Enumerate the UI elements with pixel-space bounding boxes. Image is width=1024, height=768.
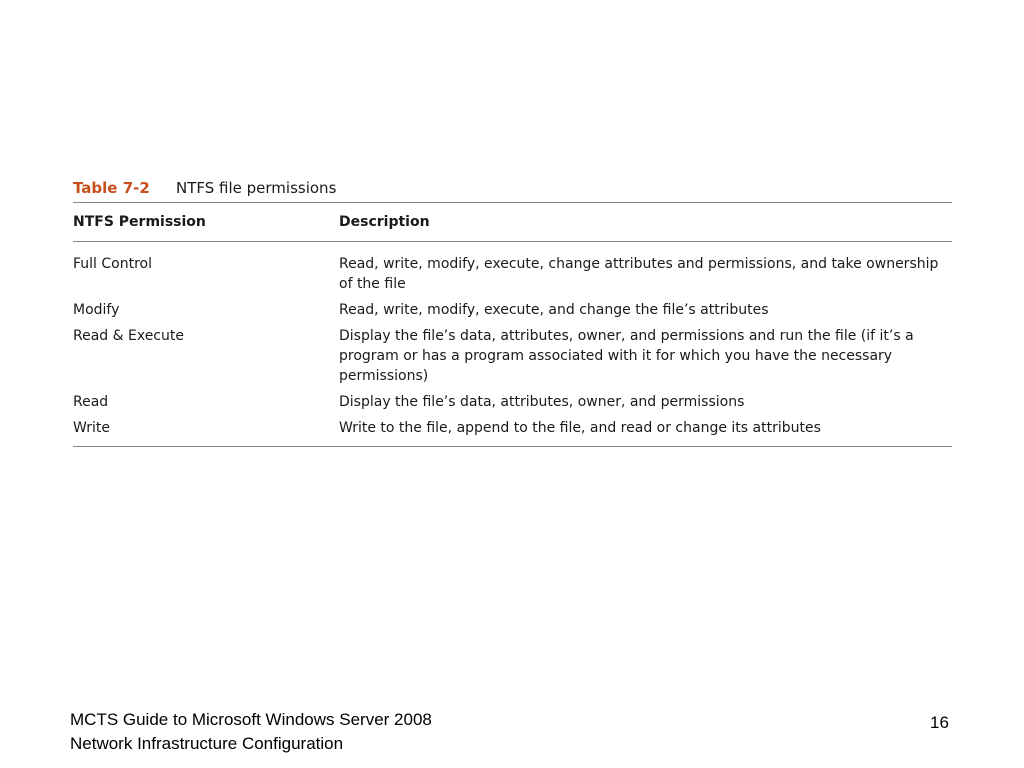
permission-cell: Read & Execute: [73, 328, 184, 344]
permission-cell: Write: [73, 420, 110, 436]
permissions-table: [73, 178, 952, 447]
description-cell: Read, write, modify, execute, change attributes and permissions, and take ownership of the file: [339, 256, 939, 292]
column-header-permission: NTFS Permission: [73, 214, 206, 230]
permission-cell: Read: [73, 394, 109, 410]
permission-cell: Modify: [73, 302, 120, 318]
page-number: 16: [930, 713, 949, 732]
description-cell: Read, write, modify, execute, and change the file’s attributes: [339, 302, 769, 318]
table-row: [73, 254, 952, 294]
permission-cell: Full Control: [73, 256, 152, 272]
table-body: [73, 242, 952, 446]
table-caption: [73, 178, 952, 202]
description-cell: Display the file’s data, attributes, owner, and permissions: [339, 394, 745, 410]
table-row: [73, 392, 952, 412]
table-row: [73, 418, 952, 438]
table-row: [73, 326, 952, 386]
footer-course-title: MCTS Guide to Microsoft Windows Server 2008: [70, 710, 432, 729]
column-header-description: Description: [339, 214, 430, 230]
table-row: [73, 300, 952, 320]
description-cell: Display the file’s data, attributes, owner, and permissions and run the file (if it’s a program or has a program associated with it for which you have the necessary permissions): [339, 328, 914, 384]
table-number: Table 7-2: [73, 179, 150, 197]
description-cell: Write to the file, append to the file, and read or change its attributes: [339, 420, 821, 436]
footer-course-subtitle: Network Infrastructure Configuration: [70, 734, 344, 753]
table-bottom-rule: [73, 446, 952, 447]
slide-footer: [70, 708, 432, 756]
table-title: NTFS file permissions: [176, 179, 337, 197]
table-header-row: [73, 203, 952, 241]
